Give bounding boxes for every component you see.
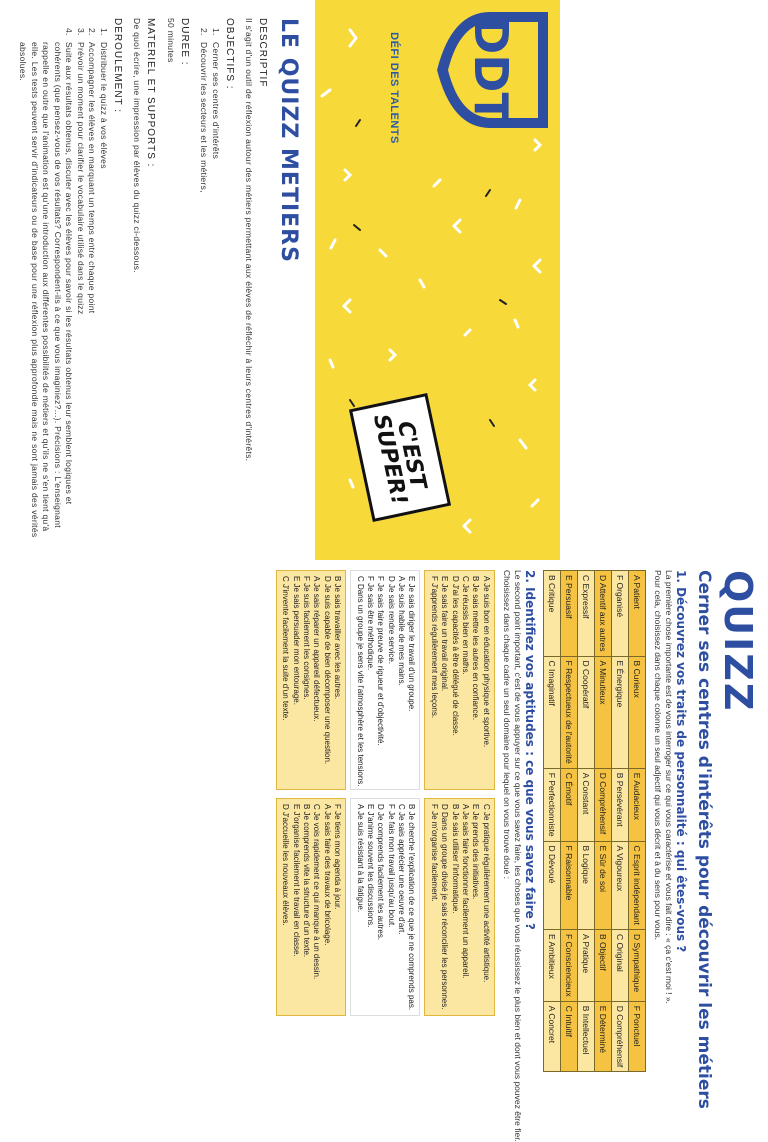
list-item: 3. Prévoir un moment pour clarifier le vocabulaire utilisé dans le quizz	[75, 28, 86, 315]
trait-cell[interactable]: A Constant	[577, 768, 594, 841]
aptitude-box	[276, 570, 346, 790]
aptitudes-grid	[272, 570, 495, 1014]
quizz-heading: QUIZZ	[716, 570, 760, 713]
aptitude-option[interactable]: B Je cherche l'explication de ce que je ne comprends pas.	[407, 804, 417, 1011]
trait-cell[interactable]: B Logique	[577, 841, 594, 929]
trait-cell[interactable]: D Sympathique	[628, 929, 645, 1001]
trait-cell[interactable]: E Audacieux	[628, 768, 645, 841]
duree-text: 50 minutes	[165, 18, 176, 63]
table-row	[543, 571, 560, 1072]
step1-title: 1. Découvrez vos traits de personnalité : qui êtes-vous ?	[674, 570, 688, 953]
descriptif-heading: DESCRIPTIF	[257, 18, 268, 88]
quizz-main-title: Cerner ses centres d'intérêts pour découvrir les métiers	[694, 570, 714, 1109]
trait-cell[interactable]: F Raisonnable	[560, 841, 577, 929]
trait-cell[interactable]: C Émotif	[560, 768, 577, 841]
trait-cell[interactable]: B Intellectuel	[577, 1001, 594, 1071]
aptitude-option[interactable]: D Je suis capable de bien décomposer une question.	[322, 576, 332, 765]
objectifs-heading: OBJECTIFS :	[223, 18, 235, 90]
objectifs-list	[198, 18, 221, 542]
table-row	[628, 571, 645, 1072]
ddt-shield-logo	[430, 0, 560, 140]
cest-super-sticker: C'EST SUPER!	[349, 393, 451, 522]
aptitude-option[interactable]: F Je sais être méthodique.	[365, 576, 375, 671]
table-row	[577, 571, 594, 1072]
aptitude-option[interactable]: A Je sais faire fonctionner facilement un appareil.	[461, 804, 471, 979]
quizz-panel	[0, 560, 768, 1142]
aptitude-box	[350, 570, 420, 790]
trait-cell[interactable]: C Intuitif	[560, 1001, 577, 1071]
aptitude-option[interactable]: D J'ai les capacités à être délégué de classe.	[450, 576, 460, 736]
aptitude-option[interactable]: F J'apprends régulièrement mes leçons.	[429, 576, 439, 719]
step1-text-1: La première chose importante est de vous interroger sur ce qui vous caractérise et vous fait dire : « ça c'est moi ! ».	[664, 570, 674, 1004]
trait-cell[interactable]: B Objectif	[594, 929, 611, 1001]
aptitude-option[interactable]: C Je vois rapidement ce qui manque à un dessin.	[312, 804, 322, 980]
list-item: 2. Découvrir les secteurs et les métiers,	[199, 28, 210, 193]
trait-cell[interactable]: C Expressif	[577, 571, 594, 657]
step2-text-1: Le second point important, c'est de vous appuyer sur ce que vous savez faire, les choses que vous réussissez le plus bien et dont vous pouvez être fier.	[512, 570, 523, 1142]
trait-cell[interactable]: B Critique	[543, 571, 560, 657]
trait-cell[interactable]: D Coopératif	[577, 656, 594, 768]
trait-cell[interactable]: E Ambitieux	[543, 929, 560, 1001]
aptitude-box	[424, 570, 494, 790]
deroulement-list	[17, 18, 109, 542]
aptitude-option[interactable]: D Je comprends facilement les autres.	[376, 804, 386, 941]
logo-text: DDT	[464, 16, 518, 124]
list-item: 2. Accompagner les élèves en marquant un temps entre chaque point	[87, 28, 98, 314]
table-row	[594, 571, 611, 1072]
logo-subtitle: DÉFI DES TALENTS	[388, 32, 400, 144]
trait-cell[interactable]: D Dévoué	[543, 841, 560, 929]
aptitude-option[interactable]: C Dans un groupe je sens vite l'atmosphère et les tensions.	[355, 576, 365, 787]
aptitude-option[interactable]: A Je sais réparer un appareil défectueux.	[312, 576, 322, 722]
trait-cell[interactable]: E Énergique	[611, 656, 628, 768]
aptitude-option[interactable]: F Je sais faire preuve de rigueur et d'objectivité.	[376, 576, 386, 746]
trait-cell[interactable]: E Sûr de soi	[594, 841, 611, 929]
list-item: 1. Cerner ses centres d'intérêts	[210, 28, 221, 160]
step1-text-2: Pour cela, choisissez dans chaque colonne un seul adjectif qui vous décrit et à du sens pour vous.	[652, 570, 663, 940]
aptitude-option[interactable]: C Je pratique régulièrement une activité artistique.	[481, 804, 491, 983]
aptitude-option[interactable]: E Je sais diriger le travail d'un groupe.	[407, 576, 417, 712]
aptitude-option[interactable]: F Je fais mon travail jusqu'au bout.	[386, 804, 396, 928]
duree-heading: DUREE :	[178, 18, 190, 66]
aptitude-option[interactable]: B Je comprends vite la structure d'un texte.	[301, 804, 311, 958]
aptitude-option[interactable]: A Je sais faire des travaux de bricolage.	[322, 804, 332, 946]
descriptif-text: Il s'agit d'un outil de réflexion autour des métiers permettant aux élèves de réfléchir à leurs centres d'intérêts.	[244, 18, 254, 462]
info-panel	[0, 0, 560, 560]
trait-cell[interactable]: B Persévérant	[611, 768, 628, 841]
aptitude-option[interactable]: E Je prends des initiatives.	[471, 804, 481, 900]
aptitude-option[interactable]: B Je sais travailler avec les autres.	[333, 576, 343, 700]
aptitude-option[interactable]: E Je sais faire un travail original.	[440, 576, 450, 692]
aptitude-option[interactable]: E Je sais persuader mon entourage.	[291, 576, 301, 705]
trait-cell[interactable]: C Esprit indépendant	[628, 841, 645, 929]
step2-text-2: Choisissez dans chaque cadre un seul domaine pour lequel on vous trouve doué :	[501, 570, 512, 880]
aptitude-box	[350, 798, 420, 1016]
aptitude-option[interactable]: A Je suis résistant à la fatigue.	[355, 804, 365, 913]
trait-cell[interactable]: F Ponctuel	[628, 1001, 645, 1071]
materiel-heading: MATERIEL ET SUPPORTS :	[145, 18, 157, 168]
aptitude-option[interactable]: D J'accueille les nouveaux élèves.	[281, 804, 291, 926]
list-item: 1. Distribuer le quizz à vos élèves	[98, 28, 109, 169]
table-row	[560, 571, 577, 1072]
trait-cell[interactable]: F Organisé	[611, 571, 628, 657]
trait-cell[interactable]: E Persuasif	[560, 571, 577, 657]
trait-cell[interactable]: A Vigoureux	[611, 841, 628, 929]
trait-cell[interactable]: D Attentif aux autres	[594, 571, 611, 657]
trait-cell[interactable]: A Patient	[628, 571, 645, 657]
aptitude-box	[276, 798, 346, 1016]
traits-table	[543, 570, 646, 1072]
aptitude-option[interactable]: C Je réussis bien en maths.	[461, 576, 471, 675]
aptitude-option[interactable]: C J'invente facilement la suite d'un texte.	[281, 576, 291, 721]
trait-cell[interactable]: A Concret	[543, 1001, 560, 1071]
aptitude-option[interactable]: B Je sais mettre les autres en confiance.	[471, 576, 481, 721]
aptitude-option[interactable]: B Je sais utiliser l'informatique.	[450, 804, 460, 914]
trait-cell[interactable]: F Consciencieux	[560, 929, 577, 1001]
aptitude-option[interactable]: F Je tiens mon agenda à jour.	[333, 804, 343, 910]
quizz-metiers-title: LE QUIZZ METIERS	[276, 18, 301, 263]
info-body	[0, 0, 315, 560]
aptitudes-column-left	[272, 570, 495, 790]
trait-cell[interactable]: F Perfectionniste	[543, 768, 560, 841]
trait-cell[interactable]: B Curieux	[628, 656, 645, 768]
trait-cell[interactable]: C Original	[611, 929, 628, 1001]
aptitude-option[interactable]: F Je m'organise facilement.	[429, 804, 439, 902]
aptitude-option[interactable]: D Je sais rendre service.	[386, 576, 396, 665]
step2-title: 2. Identifiez vos aptitudes : ce que vous savez faire ?	[522, 570, 537, 930]
aptitude-option[interactable]: C Je sais apprécier une oeuvre d'art.	[397, 804, 407, 935]
deroulement-heading: DEROULEMENT :	[111, 18, 123, 114]
aptitude-box	[424, 798, 494, 1016]
materiel-text: De quoi écrire, une impression par élèves du quizz ci-dessous.	[132, 18, 143, 273]
aptitude-option[interactable]: A Je suis habile de mes mains.	[397, 576, 407, 686]
trait-cell[interactable]: F Respectueux de l'autorité	[560, 656, 577, 768]
banner	[315, 0, 560, 560]
trait-cell[interactable]: C Imaginatif	[543, 656, 560, 768]
aptitude-option[interactable]: E J'organise facilement le travail en classe.	[291, 804, 301, 957]
aptitude-option[interactable]: F Je suis facilement les consignes.	[301, 576, 311, 700]
table-row	[611, 571, 628, 1072]
aptitudes-column-right	[272, 798, 495, 1016]
aptitude-option[interactable]: D Dans un groupe divisé je sais réconcilier les personnes.	[440, 804, 450, 1010]
trait-cell[interactable]: A Pratique	[577, 929, 594, 1001]
trait-cell[interactable]: A Minutieux	[594, 656, 611, 768]
aptitude-option[interactable]: E J'anime souvent les discussions.	[365, 804, 375, 928]
list-item: 4. Suite aux résultats obtenus, discuter avec les élèves pour savoir si les résultats obtenus leur semblent logiques et cohérents (que pensez-vous de vos résultats? Correspondent-ils à ce que vous imaginiez?...). Précisions : L'enseignant rappelle en outre que l'animation est qu'une introduction aux différentes possibilités de métiers et qu'ils ne s'en tient qu'à elle. Les tests peuvent servir d'indicateurs ou de base pour une réflexion plus approfondie mais ne sont jamais des vérités absolues.	[18, 28, 75, 538]
trait-cell[interactable]: D Compréhensif	[611, 1001, 628, 1071]
trait-cell[interactable]: E Déterminé	[594, 1001, 611, 1071]
aptitude-option[interactable]: A Je suis bon en éducation physique et sportive.	[481, 576, 491, 748]
trait-cell[interactable]: D Compréhensif	[594, 768, 611, 841]
